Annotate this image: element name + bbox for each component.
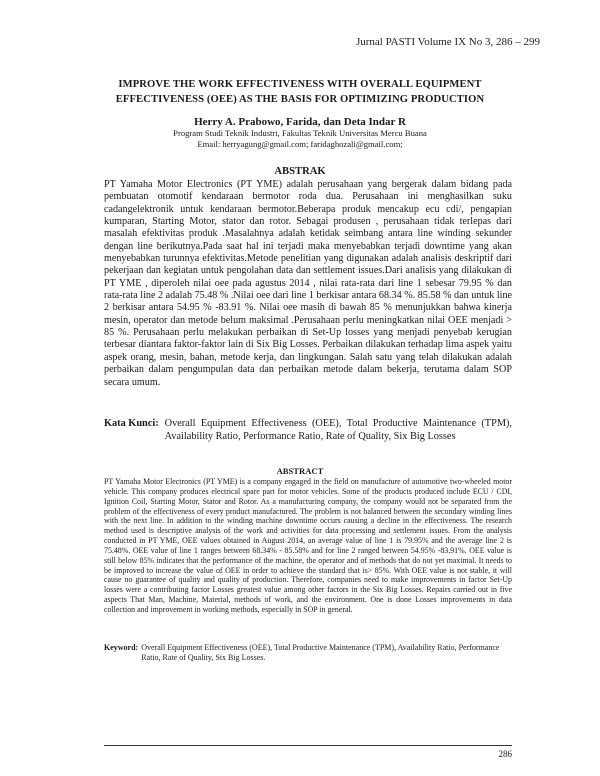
keyword-value: Overall Equipment Effectiveness (OEE), Total Productive Maintenance (TPM), Availability Ratio, Performance Ratio, Rate of Quality, Six Big Losses.	[141, 643, 500, 662]
affiliation: Program Studi Teknik Industri, Fakultas Teknik Universitas Mercu Buana	[173, 128, 427, 138]
title-line-2: EFFECTIVENESS (OEE) AS THE BASIS FOR OPTIMIZING PRODUCTION	[115, 94, 485, 105]
footer-divider	[104, 745, 512, 746]
page-number: 286	[498, 749, 512, 759]
kata-kunci	[104, 418, 512, 444]
author-list: Herry A. Prabowo, Farida, dan Deta Indar R	[194, 116, 406, 128]
journal-header: Jurnal PASTI Volume IX No 3, 286 – 299	[355, 36, 540, 48]
author-email: Email: herryagung@gmail.com; faridaghozali@gmail.com;	[197, 138, 403, 149]
abstract-heading: ABSTRACT	[276, 466, 324, 476]
abstrak-heading: ABSTRAK	[274, 166, 326, 177]
affiliation-block	[60, 128, 540, 149]
keyword-label: Keyword:	[104, 643, 139, 652]
abstract-body: PT Yamaha Motor Electronics (PT YME) is a company engaged in the field on manufacture of automotive two-wheeled motor vehicle. This company produces electrical spare part for motor vehicles. Some of the products produced include ECU / CDI, Ignition Coil, Starting Motor, Stator and Rotor. As a manufacturing company, the company would not be separated from the problem of the effectiveness of every product manufactured. The problem is not balanced between the secondary winding lines with the next line. In addition to the winding machine downtime occurs causing a decline in the effectiveness. The research method used is descriptive analysis of the work and activities for data processing and settlement issues. From the analysis conducted in PT YME, OEE values obtained in August 2014, an average value of line 1 is 79.95% and the average line 2 is 75.48%. OEE value of line 1 ranges between 68.34% - 85.58% and for line 2 ranged between 54.95% -83.91%. OEE value is still below 85% indicates that the performance of the machine, the operator and of methods that do not yet maximal. It needs to be improved to increase the value of OEE in order to achieve the standard that is> 85%. With OEE value is not stable, it will cause no guarantee of quality and quality of production. Therefore, companies need to make improvements in factor Set-Up losses were a contributing factor Losses greatest value among other factors in the Six Big Losses. Repairs carried out in five aspects That Man, Machine, Material, methods of work, and the environment. One is done Losses improvements in data collection and improvement in working methods, especially in SOP in general.	[104, 477, 512, 614]
paper-title	[60, 77, 540, 107]
kata-kunci-label: Kata Kunci:	[104, 418, 159, 429]
keywords	[104, 643, 512, 663]
abstrak-body: PT Yamaha Motor Electronics (PT YME) adalah perusahaan yang bergerak dalam bidang pada pembuatan otomotif kendaraan bermotor roda dua. Perusahaan ini menghasilkan suku cadangelektronik untuk kendaraan bermotor.Beberapa produk mencakup ecu cdi/, pengapian kumparan, Starting Motor, stator dan rotor. Sebagai produsen , perusahaan tidak terlepas dari masalah efektivitas produk .Masalahnya adalah ketidak seimbang antara line winding sekunder dengan line berikutnya.Pada saat hal ini terjadi maka menyebabkan terjadi downtime yang akan menyebabkan turunnya efektivitas.Metode penelitian yang digunakan adalah analisis deskriptif dari pekerjaan dan kegiatan untuk pengolahan data dan settlement issues.Dari analisis yang dilakukan di PT YME , diperoleh nilai oee pada agustus 2014 , nilai rata-rata dari line 1 sebesar 79.95 % dan rata-rata line 2 adalah 75.48 % .Nilai oee dari line 1 berkisar antara 68.34 %. 85.58 % dan untuk line 2 berkisar antara 54.95 % -83.91 %. Nilai oee masih di bawah 85 % menunjukkan bahwa kinerja mesin, operator dan metode belum maksimal .Perusahaan perlu meningkatkan nilai OEE menjadi > 85 %. Perusahaan perlu melakukan perbaikan di Set-Up losses yang menjadi penyebab kerugian terbesar diantara faktor-faktor lain di Six Big Losses. Perbaikan dilakukan terhadap lima aspek yaitu aspek orang, mesin, bahan, metode kerja, dan lingkungan. Salah satu yang telah dilakukan adalah perbaikan dalam pengumpulan data dan perbaikan metode dalam bekerja, terutama dalam SOP secara umum.	[104, 179, 512, 388]
title-line-1: IMPROVE THE WORK EFFECTIVENESS WITH OVERALL EQUIPMENT	[118, 79, 482, 90]
kata-kunci-value: Overall Equipment Effectiveness (OEE), Total Productive Maintenance (TPM), Availability Ratio, Performance Ratio, Rate of Quality, Six Big Losses	[164, 418, 512, 442]
